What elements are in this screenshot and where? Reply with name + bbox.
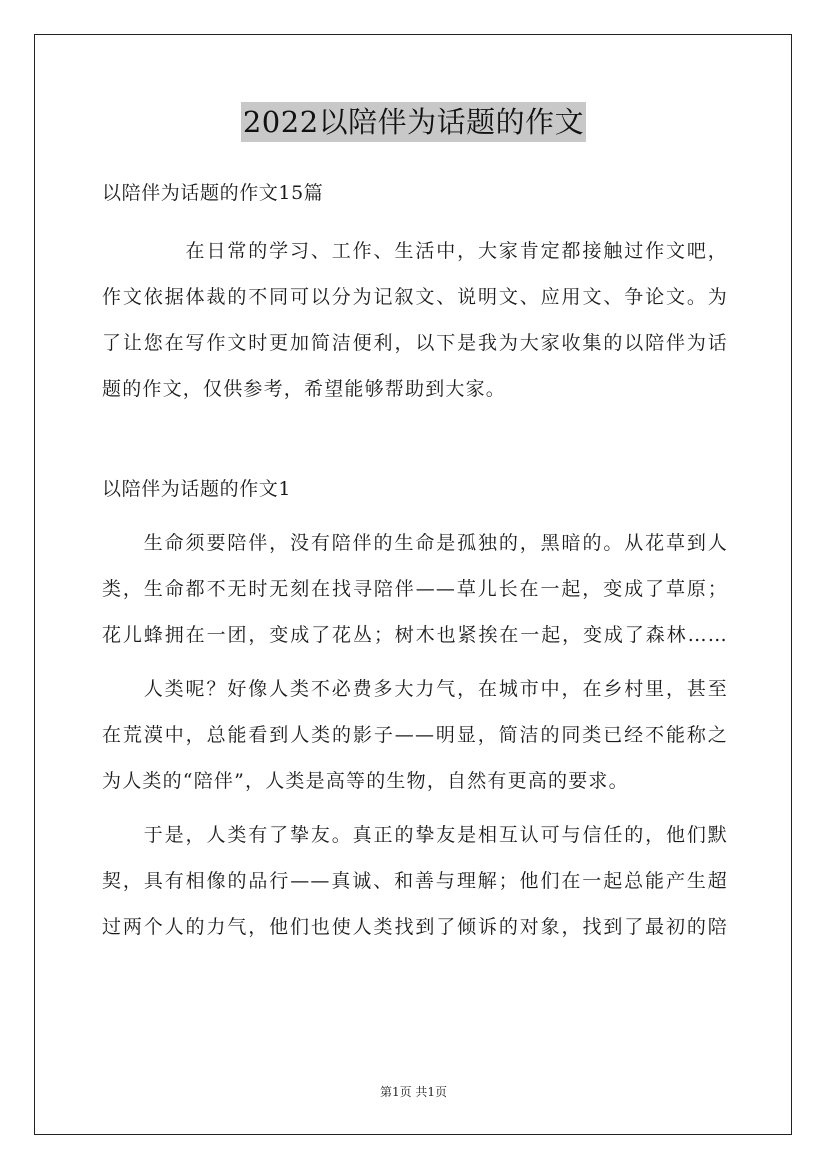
text-line: 为人类的“陪伴”，人类是高等的生物，自然有更高的要求。 [102,770,629,792]
text-line: 作文依据体裁的不同可以分为记叙文、说明文、应用文、争论文。为 [102,286,728,308]
document-title: 2022以陪伴为话题的作文 [241,102,586,142]
intro-paragraph [102,228,728,412]
text-line: 生命须要陪伴，没有陪伴的生命是孤独的，黑暗的。从花草到人 [102,532,728,554]
text-line: 于是，人类有了挚友。真正的挚友是相互认可与信任的，他们默 [102,824,728,846]
text-line: 在日常的学习、工作、生活中，大家肯定都接触过作文吧， [102,240,728,262]
paragraph-1 [102,520,728,658]
text-line: 在荒漠中，总能看到人类的影子——明显，简洁的同类已经不能称之 [102,724,728,746]
text-line: 人类呢？好像人类不必费多大力气，在城市中，在乡村里，甚至 [102,678,728,700]
subtitle: 以陪伴为话题的作文15篇 [102,182,324,204]
paragraph-3 [102,812,728,950]
document-body [102,170,728,950]
text-line: 题的作文，仅供参考，希望能够帮助到大家。 [102,378,507,400]
page-footer: 第1页 共1页 [379,1085,448,1099]
text-line: 类，生命都不无时无刻在找寻陪伴——草儿长在一起，变成了草原； [102,578,728,600]
section-heading: 以陪伴为话题的作文1 [102,478,292,500]
title-container [0,102,827,142]
text-line: 契，具有相像的品行——真诚、和善与理解；他们在一起总能产生超 [102,870,728,892]
paragraph-2 [102,666,728,804]
text-line: 花儿蜂拥在一团，变成了花丛；树木也紧挨在一起，变成了森林…… [102,624,728,646]
text-line: 了让您在写作文时更加简洁便利，以下是我为大家收集的以陪伴为话 [102,332,728,354]
text-line: 过两个人的力气，他们也使人类找到了倾诉的对象，找到了最初的陪 [102,916,728,938]
